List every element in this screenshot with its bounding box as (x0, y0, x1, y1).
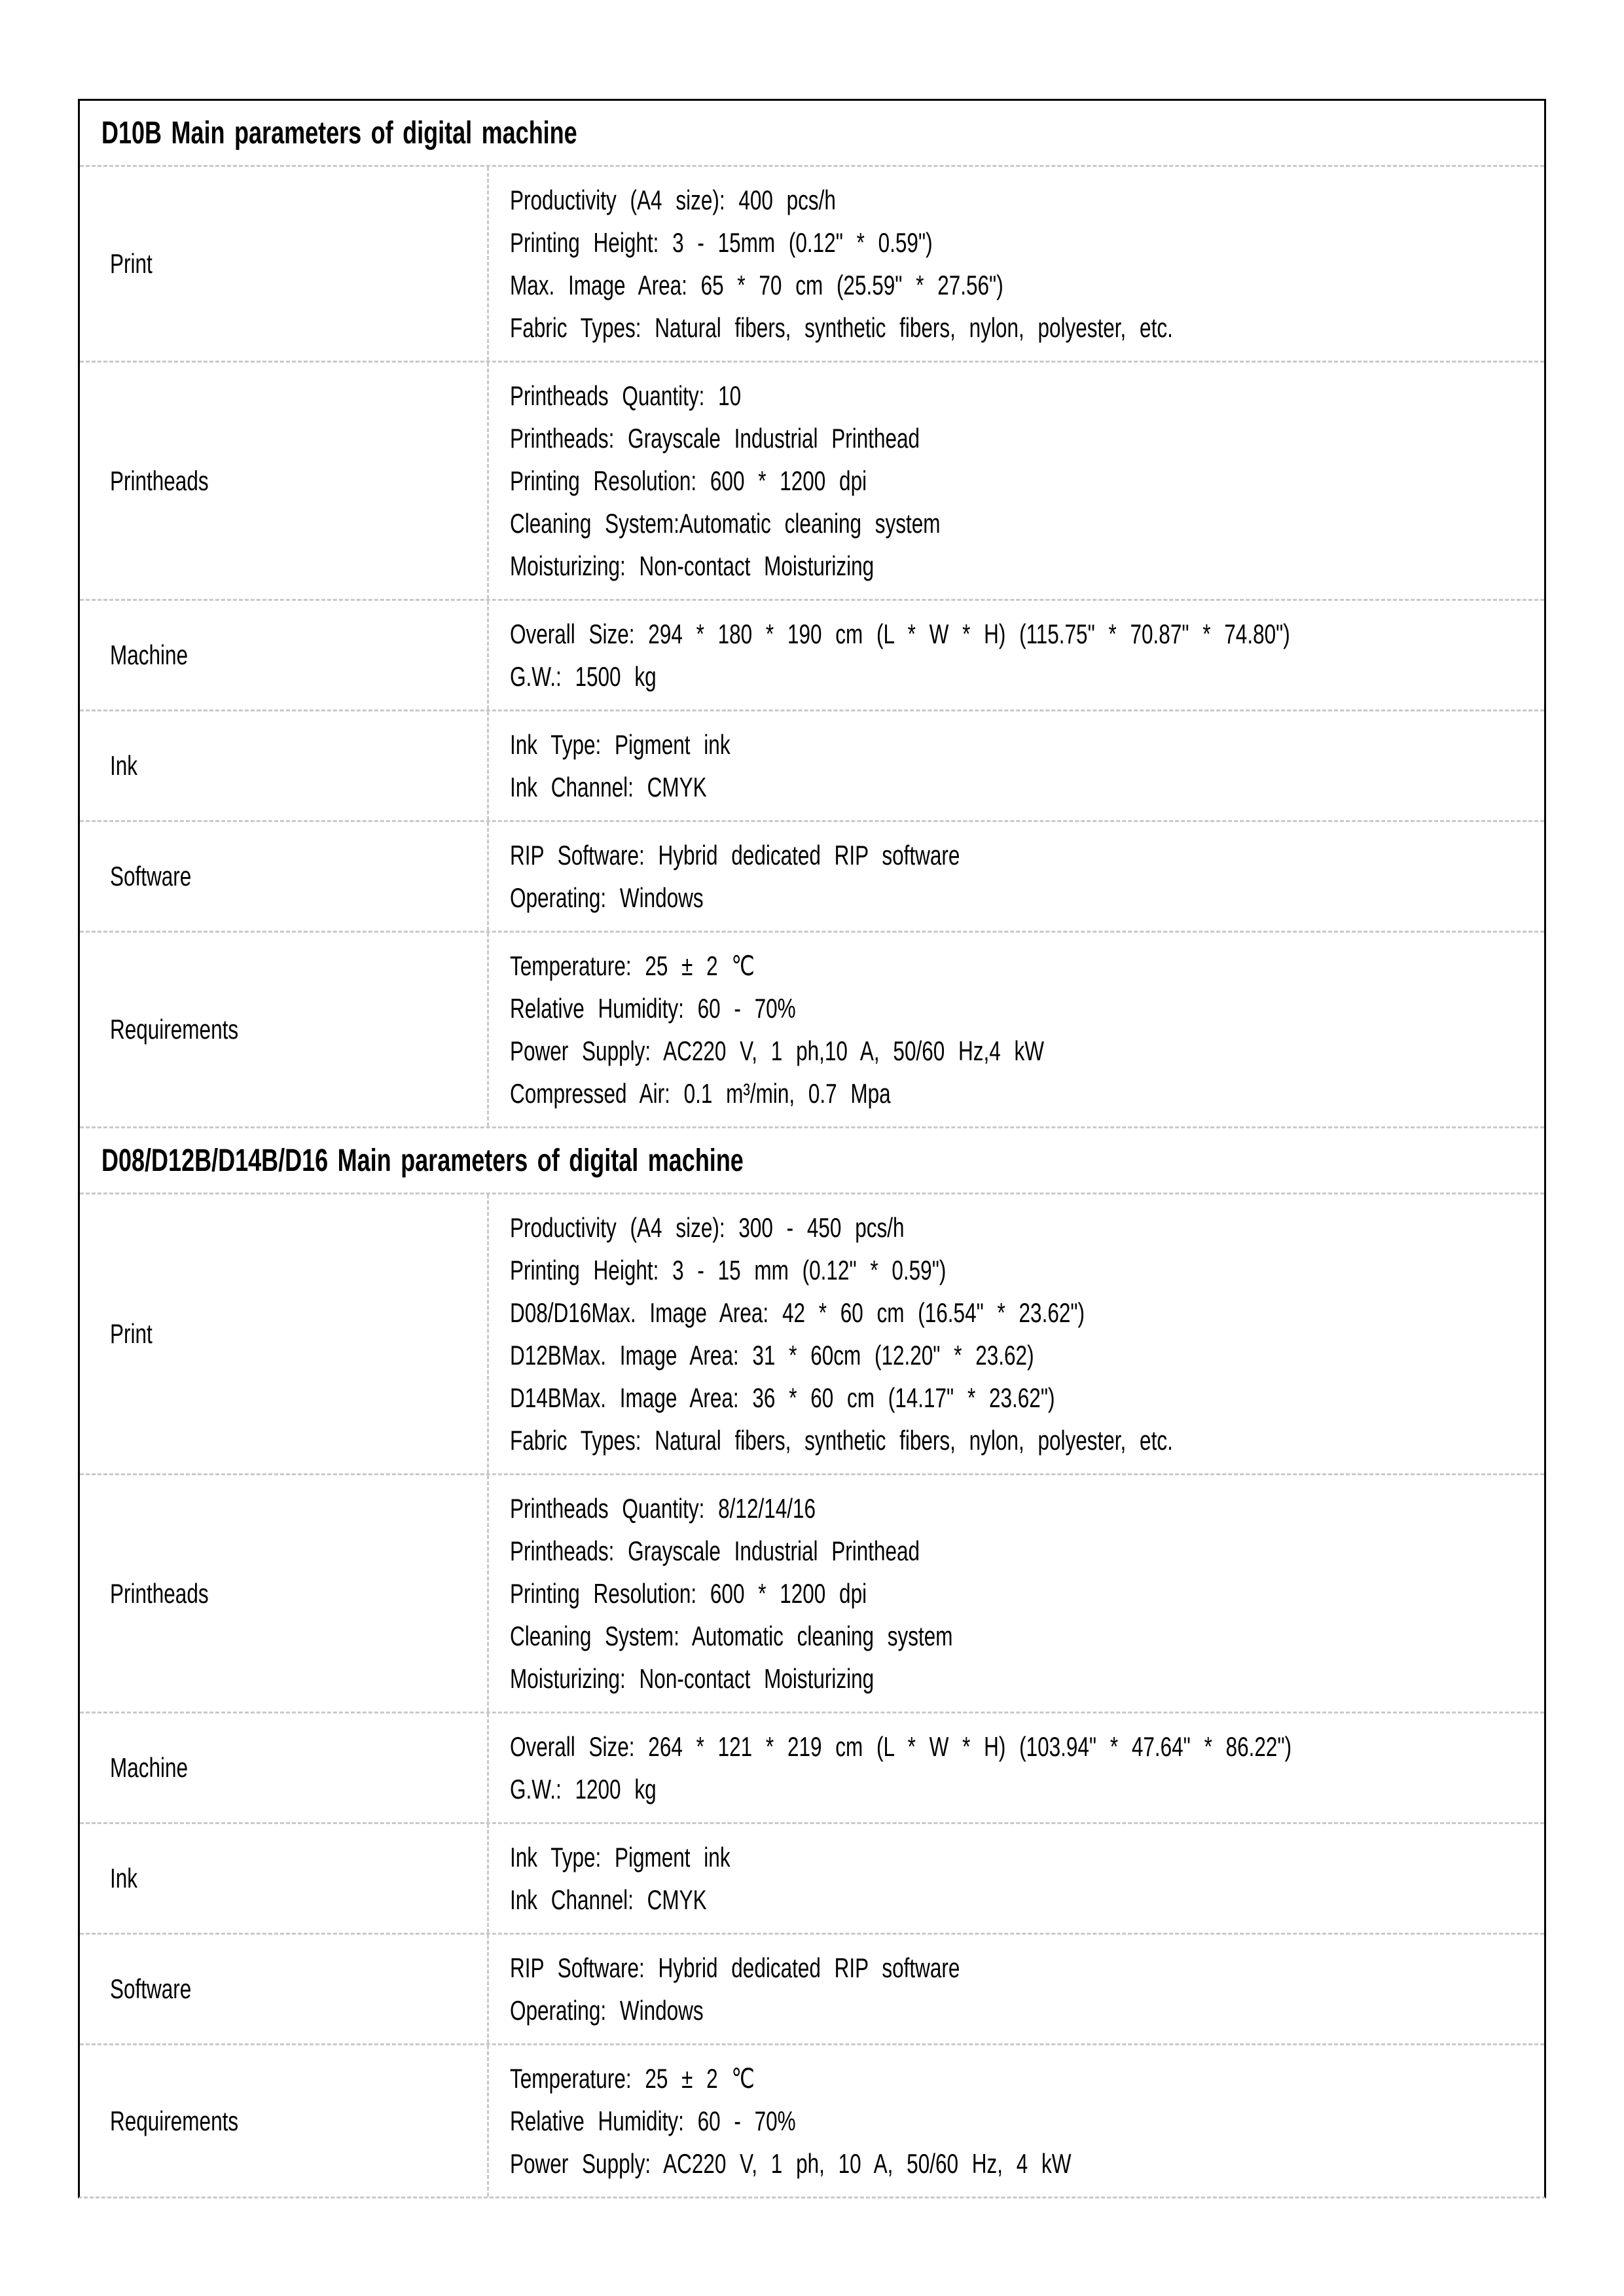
spec-line (510, 1487, 1531, 1530)
spec-line (510, 1768, 1552, 1810)
spec-line-text: Compressed Air: 0.1 m³/min, 0.7 Mpa (510, 1078, 891, 1109)
row-label: Requirements (110, 1014, 239, 1045)
row-label-cell (80, 167, 489, 361)
row-label-cell (80, 1824, 489, 1933)
row-value-cell (489, 933, 1544, 1126)
section-title-row (80, 1126, 1544, 1193)
row-label: Ink (110, 1863, 138, 1893)
spec-line-text: D12BMax. Image Area: 31 * 60cm (12.20" * 23.62) (510, 1340, 1034, 1371)
spec-line (510, 1334, 1531, 1376)
spec-line-text: Overall Size: 264 * 121 * 219 cm (L * W * H) (103.94" * 47.64" * 86.22") (510, 1731, 1292, 1762)
table-row (80, 2043, 1544, 2197)
spec-line-text: Printing Resolution: 600 * 1200 dpi (510, 1578, 867, 1609)
spec-line-text: Printheads Quantity: 10 (510, 380, 742, 411)
spec-line-text: Relative Humidity: 60 - 70% (510, 993, 796, 1024)
row-label: Requirements (110, 2105, 239, 2136)
table-row (80, 709, 1544, 820)
spec-line-text: Ink Type: Pigment ink (510, 729, 731, 760)
row-label: Ink (110, 750, 138, 781)
table-row (80, 931, 1544, 1126)
spec-line (510, 459, 1531, 502)
spec-line-text: Max. Image Area: 65 * 70 cm (25.59" * 27.56") (510, 270, 1003, 300)
spec-line (510, 1072, 1531, 1115)
spec-line (510, 1030, 1531, 1072)
spec-line (510, 1530, 1531, 1572)
spec-line-text: Moisturizing: Non-contact Moisturizing (510, 1663, 875, 1694)
spec-line (510, 417, 1531, 459)
spec-table (78, 99, 1546, 2198)
spec-line (510, 2057, 1531, 2100)
section-title: D08/D12B/D14B/D16 Main parameters of digital machine (101, 1143, 744, 1178)
spec-line (510, 1615, 1531, 1657)
spec-line (510, 545, 1531, 587)
row-label: Software (110, 1973, 192, 2004)
spec-line-text: G.W.: 1500 kg (510, 661, 657, 692)
spec-line-text: Overall Size: 294 * 180 * 190 cm (L * W * H) (115.75" * 70.87" * 74.80") (510, 619, 1290, 649)
row-label: Print (110, 248, 153, 279)
table-row (80, 165, 1544, 361)
row-label: Print (110, 1318, 153, 1349)
spec-line (510, 179, 1531, 221)
row-label-cell (80, 822, 489, 931)
spec-line (510, 1376, 1531, 1419)
table-row (80, 1712, 1544, 1822)
row-label-cell (80, 363, 489, 599)
spec-line-text: Productivity (A4 size): 400 pcs/h (510, 185, 836, 215)
row-label: Machine (110, 639, 189, 670)
spec-line (510, 944, 1531, 987)
row-label: Machine (110, 1752, 189, 1783)
spec-line (510, 766, 1531, 808)
spec-line-text: Ink Type: Pigment ink (510, 1842, 731, 1873)
spec-line (510, 1419, 1531, 1462)
table-row (80, 820, 1544, 931)
spec-line-text: Cleaning System:Automatic cleaning system (510, 508, 941, 539)
spec-line-text: Fabric Types: Natural fibers, synthetic fibers, nylon, polyester, etc. (510, 312, 1173, 343)
spec-line-text: Power Supply: AC220 V, 1 ph, 10 A, 50/60 Hz, 4 kW (510, 2148, 1072, 2179)
spec-line (510, 502, 1531, 545)
spec-line-text: Temperature: 25 ± 2 ℃ (510, 2063, 755, 2094)
spec-line-text: Productivity (A4 size): 300 - 450 pcs/h (510, 1212, 905, 1243)
section-title: D10B Main parameters of digital machine (101, 115, 577, 151)
table-row (80, 1473, 1544, 1712)
row-label-cell (80, 601, 489, 709)
row-value-cell (489, 363, 1544, 599)
spec-line-text: G.W.: 1200 kg (510, 1774, 657, 1804)
spec-line (510, 1878, 1531, 1921)
spec-line (510, 1989, 1531, 2032)
row-label: Software (110, 861, 192, 891)
spec-line (510, 1249, 1531, 1291)
table-row (80, 1933, 1544, 2043)
row-value-cell (489, 822, 1544, 931)
section-title-row (80, 101, 1544, 165)
row-label-cell (80, 1475, 489, 1712)
row-label-cell (80, 1713, 489, 1822)
row-value-cell (489, 1713, 1565, 1822)
spec-line-text: Printheads: Grayscale Industrial Printhead (510, 423, 920, 454)
spec-line (510, 723, 1531, 766)
spec-line (510, 1946, 1531, 1989)
row-label: Printheads (110, 1577, 209, 1609)
spec-line-text: Operating: Windows (510, 882, 704, 913)
row-value-cell (489, 167, 1544, 361)
spec-line (510, 2142, 1531, 2185)
spec-line (510, 987, 1531, 1030)
row-label: Printheads (110, 465, 209, 496)
row-value-cell (489, 1194, 1544, 1473)
spec-line (510, 1206, 1531, 1249)
row-value-cell (489, 711, 1544, 820)
spec-line-text: RIP Software: Hybrid dedicated RIP software (510, 840, 960, 870)
table-row (80, 599, 1544, 709)
row-value-cell (489, 1475, 1544, 1712)
row-value-cell (489, 601, 1563, 709)
row-value-cell (489, 1824, 1544, 1933)
spec-line (510, 374, 1531, 417)
table-row (80, 1193, 1544, 1473)
row-label-cell (80, 933, 489, 1126)
spec-line-text: Operating: Windows (510, 1995, 704, 2026)
spec-line-text: Cleaning System: Automatic cleaning system (510, 1621, 953, 1651)
spec-line (510, 1725, 1552, 1768)
spec-line-text: Printheads: Grayscale Industrial Printhead (510, 1535, 920, 1566)
row-value-cell (489, 2045, 1544, 2197)
spec-line-text: Printheads Quantity: 8/12/14/16 (510, 1493, 816, 1524)
spec-line-text: Printing Height: 3 - 15 mm (0.12" * 0.59") (510, 1255, 947, 1285)
row-label-cell (80, 2045, 489, 2197)
spec-line-text: Temperature: 25 ± 2 ℃ (510, 950, 755, 981)
spec-line-text: Moisturizing: Non-contact Moisturizing (510, 550, 875, 581)
table-row (80, 361, 1544, 599)
spec-line-text: Relative Humidity: 60 - 70% (510, 2106, 796, 2136)
row-value-cell (489, 1935, 1544, 2043)
spec-line (510, 655, 1550, 698)
spec-line (510, 264, 1531, 306)
spec-line-text: Fabric Types: Natural fibers, synthetic fibers, nylon, polyester, etc. (510, 1425, 1173, 1456)
spec-line (510, 613, 1550, 655)
spec-line (510, 221, 1531, 264)
spec-line (510, 1657, 1531, 1700)
spec-line-text: Printing Height: 3 - 15mm (0.12" * 0.59") (510, 227, 933, 258)
spec-line (510, 2100, 1531, 2142)
spec-line-text: RIP Software: Hybrid dedicated RIP software (510, 1952, 960, 1983)
row-label-cell (80, 1194, 489, 1473)
spec-line (510, 1836, 1531, 1878)
spec-line-text: Ink Channel: CMYK (510, 1884, 707, 1915)
spec-line (510, 876, 1531, 919)
spec-line-text: Power Supply: AC220 V, 1 ph,10 A, 50/60 Hz,4 kW (510, 1035, 1045, 1066)
spec-line (510, 834, 1531, 876)
spec-line-text: Printing Resolution: 600 * 1200 dpi (510, 465, 867, 496)
table-row (80, 1822, 1544, 1933)
spec-line-text: D14BMax. Image Area: 36 * 60 cm (14.17" * 23.62") (510, 1382, 1055, 1413)
spec-line (510, 1572, 1531, 1615)
spec-line-text: Ink Channel: CMYK (510, 772, 707, 802)
spec-line-text: D08/D16Max. Image Area: 42 * 60 cm (16.54" * 23.62") (510, 1297, 1085, 1328)
row-label-cell (80, 711, 489, 820)
row-label-cell (80, 1935, 489, 2043)
spec-line (510, 1291, 1531, 1334)
spec-line (510, 306, 1531, 349)
